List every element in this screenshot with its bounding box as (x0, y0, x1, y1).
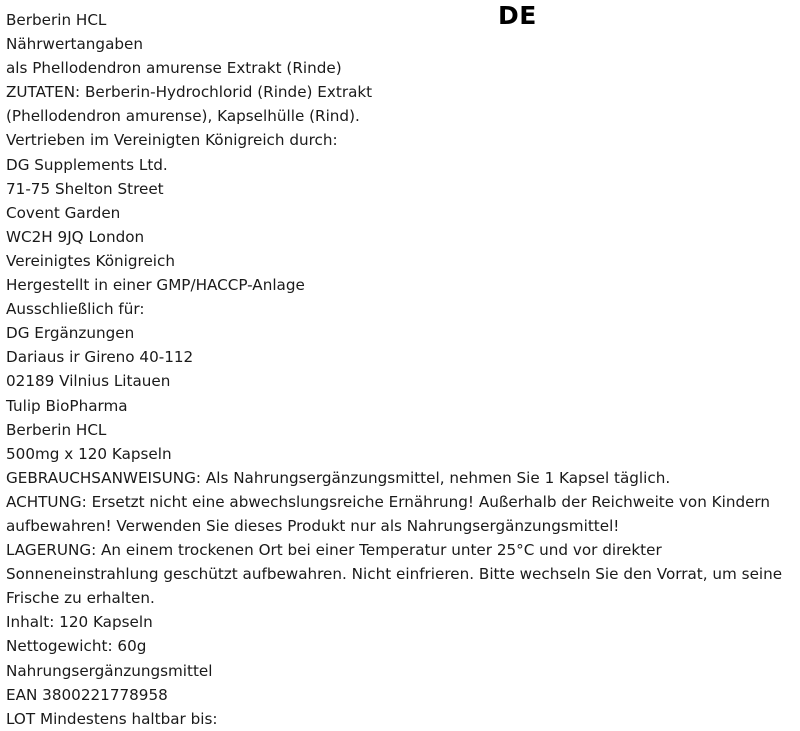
label-line: Nettogewicht: 60g (6, 637, 147, 656)
language-badge: DE (498, 1, 537, 30)
label-line: als Phellodendron amurense Extrakt (Rinde) (6, 59, 342, 78)
label-line: ZUTATEN: Berberin-Hydrochlorid (Rinde) Extrakt (6, 83, 373, 102)
label-line: Vertrieben im Vereinigten Königreich durch: (6, 131, 338, 150)
label-line: Tulip BioPharma (6, 396, 128, 415)
label-line: 71-75 Shelton Street (6, 179, 164, 198)
label-line-lot: LOT Mindestens haltbar bis: (6, 709, 218, 728)
label-line: Hergestellt in einer GMP/HACCP-Anlage (6, 276, 305, 295)
label-line: DG Supplements Ltd. (6, 155, 168, 174)
label-line: Berberin HCL (6, 420, 107, 439)
label-line: Berberin HCL (6, 11, 107, 29)
label-line: Covent Garden (6, 203, 121, 222)
label-line: WC2H 9JQ London (6, 227, 145, 246)
label-line: 02189 Vilnius Litauen (6, 372, 171, 391)
label-line: Ausschließlich für: (6, 300, 145, 319)
label-line: DG Ergänzungen (6, 324, 135, 343)
label-line: (Phellodendron amurense), Kapselhülle (Rind). (6, 107, 360, 126)
label-line-ean: EAN 3800221778958 (6, 685, 168, 704)
label-text-block (4, 6, 796, 731)
label-line: 500mg x 120 Kapseln (6, 444, 172, 463)
label-line: Inhalt: 120 Kapseln (6, 613, 153, 632)
label-line-storage: LAGERUNG: An einem trockenen Ort bei einer Temperatur unter 25°C und vor direkter Sonneneinstrahlung geschützt aufbewahren. Nicht einfrieren. Bitte wechseln Sie den Vorrat, um seine Frische zu erhalten. (6, 541, 783, 608)
label-line-directions: GEBRAUCHSANWEISUNG: Als Nahrungsergänzungsmittel, nehmen Sie 1 Kapsel täglich. (6, 468, 671, 487)
label-line: Nährwertangaben (6, 35, 143, 54)
label-line: Dariaus ir Gireno 40-112 (6, 348, 194, 367)
label-line: Vereinigtes Königreich (6, 251, 175, 270)
label-line: Nahrungsergänzungsmittel (6, 661, 213, 680)
label-line-warning: ACHTUNG: Ersetzt nicht eine abwechslungsreiche Ernährung! Außerhalb der Reichweite von Kindern aufbewahren! Verwenden Sie dieses Produkt nur als Nahrungsergänzungsmittel! (6, 492, 771, 535)
